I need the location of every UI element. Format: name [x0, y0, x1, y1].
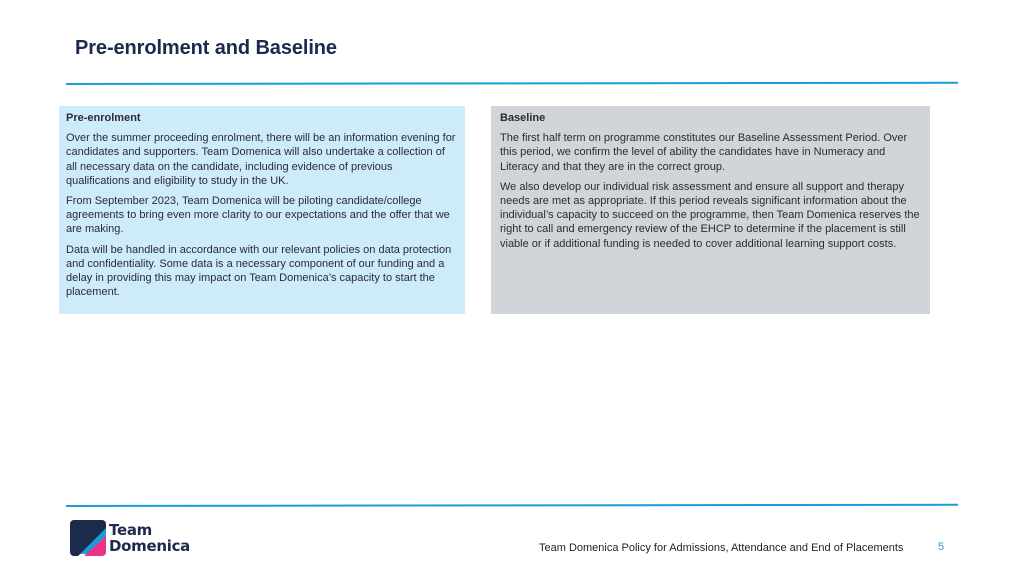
pre-enrolment-paragraph: Data will be handled in accordance with our relevant policies on data protection and confidentiality. Some data is a necessary component of our funding and a delay in providing this may impact on Team Domenica’s capacity to start the placement. [66, 243, 452, 299]
logo-wordmark [109, 522, 190, 554]
baseline-panel [491, 106, 930, 314]
pre-enrolment-heading: Pre-enrolment [66, 112, 141, 124]
pre-enrolment-panel [59, 106, 465, 314]
footer-document-title: Team Domenica Policy for Admissions, Attendance and End of Placements [539, 542, 904, 554]
team-domenica-logo [70, 520, 200, 558]
footer-divider [66, 504, 958, 507]
pre-enrolment-paragraph: Over the summer proceeding enrolment, there will be an information evening for candidates and supporters. Team Domenica will also undertake a collection of all necessary data on the candidate, including evidence of previous qualifications and eligibility to study in the UK. [66, 132, 456, 187]
page-number: 5 [938, 541, 945, 553]
title-divider [66, 82, 958, 85]
logo-word-team: Team [109, 521, 152, 539]
page-title: Pre-enrolment and Baseline [75, 37, 337, 59]
baseline-heading: Baseline [500, 112, 546, 124]
pre-enrolment-paragraph: From September 2023, Team Domenica will be piloting candidate/college agreements to bring even more clarity to our expectations and the offer that we are making. [66, 195, 450, 236]
baseline-paragraph: We also develop our individual risk assessment and ensure all support and therapy needs are met as appropriate. If this period reveals significant information about the individual’s capacity to succeed on the programme, then Team Domenica reserves the right to call and emergency review of the EHCP to determine if the placement is still viable or if additional funding is needed to cover additional learning support costs. [500, 180, 920, 250]
team-domenica-logo-icon [70, 520, 106, 556]
baseline-paragraph: The first half term on programme constitutes our Baseline Assessment Period. Over this period, we confirm the level of ability the candidates have in Numeracy and Literacy and that they are in the correct group. [500, 132, 908, 173]
logo-word-domenica: Domenica [109, 537, 190, 555]
